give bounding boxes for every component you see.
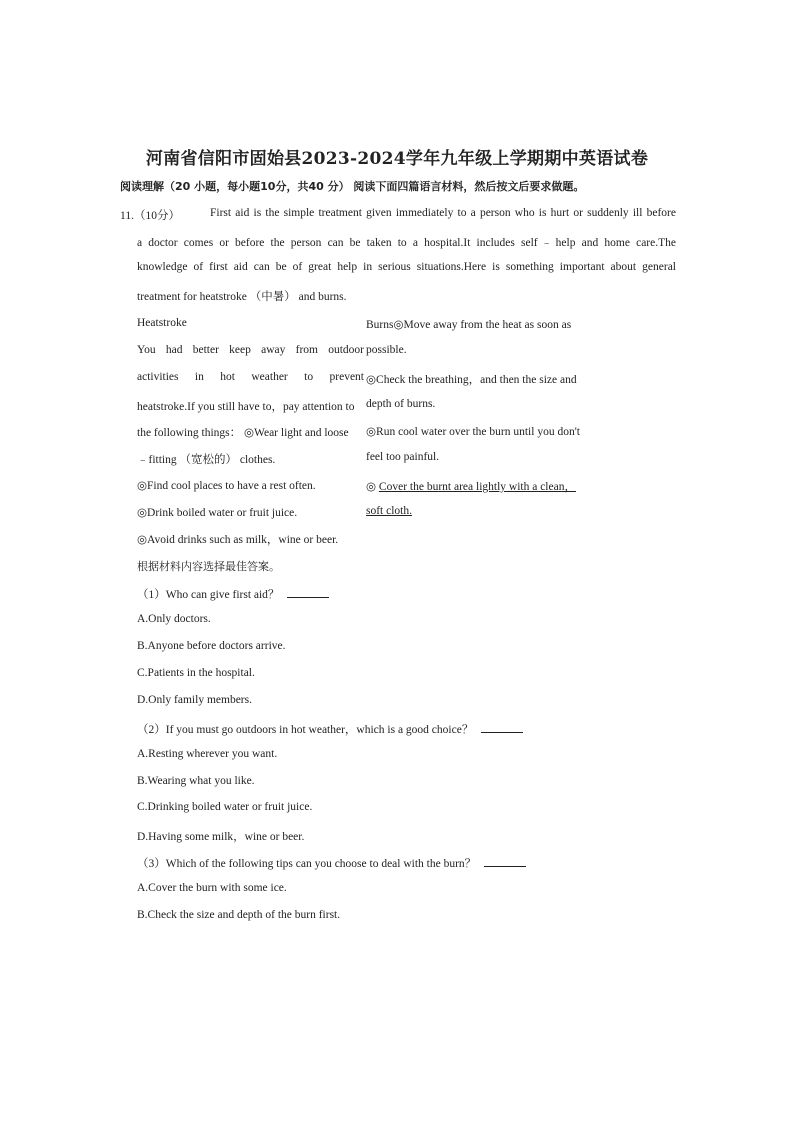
bullet-mark: ◎ xyxy=(366,481,377,493)
passage-line-1: First aid is the simple treatment given immediately to a person who is hurt or suddenly ill before xyxy=(210,207,676,219)
passage-line-2: a doctor comes or before the person can be taken to a hospital.It includes self﹣help and home care.The xyxy=(137,237,676,249)
right-col-line-7 xyxy=(366,478,593,494)
left-col-line-5: the following things： ◎Wear light and loose xyxy=(137,427,349,439)
right-col-line-5: ◎Run cool water over the burn until you don't xyxy=(366,426,580,438)
right-col-line-2: possible. xyxy=(366,344,407,356)
answer-blank-3[interactable] xyxy=(484,856,526,867)
right-col-line-6: feel too painful. xyxy=(366,451,440,463)
question-number: 11.（10分） xyxy=(120,210,180,222)
underlined-tip-line-1: Cover the burnt area lightly with a clean， xyxy=(378,481,576,493)
q2-option-b: B.Wearing what you like. xyxy=(137,775,255,787)
left-col-line-8: ◎Drink boiled water or fruit juice. xyxy=(137,507,298,519)
right-col-line-4: depth of burns. xyxy=(366,398,436,410)
subquestion-2 xyxy=(137,721,523,737)
q3-option-b: B.Check the size and depth of the burn first. xyxy=(137,909,341,921)
left-col-line-7: ◎Find cool places to have a rest often. xyxy=(137,480,316,492)
subquestion-1 xyxy=(137,586,329,602)
q1-option-c: C.Patients in the hospital. xyxy=(137,667,255,679)
instruction-text: 根据材料内容选择最佳答案。 xyxy=(137,560,280,573)
passage-line-4: treatment for heatstroke （中暑） and burns. xyxy=(137,291,347,303)
q2-option-a: A.Resting wherever you want. xyxy=(137,748,278,760)
subquestion-3-stem: （3）Which of the following tips can you choose to deal with the burn？ xyxy=(137,858,477,870)
left-col-line-6: ﹣fitting （宽松的） clothes. xyxy=(137,454,276,466)
left-col-line-1: Heatstroke xyxy=(137,317,187,329)
q1-option-b: B.Anyone before doctors arrive. xyxy=(137,640,286,652)
subquestion-2-stem: （2）If you must go outdoors in hot weather，which is a good choice？ xyxy=(137,724,474,736)
passage-line-3: knowledge of first aid can be of great help in serious situations.Here is something important about general xyxy=(137,261,676,273)
underlined-tip-line-2: soft cloth. xyxy=(366,505,412,517)
left-col-line-2: You had better keep away from outdoor xyxy=(137,344,364,356)
right-col-line-1: Burns◎Move away from the heat as soon as xyxy=(366,319,572,331)
section-heading: 阅读理解（20 小题，每小题10分，共40 分） 阅读下面四篇语言材料，然后按文后要求做题。 xyxy=(120,180,585,193)
q1-option-d: D.Only family members. xyxy=(137,694,252,706)
page-title: 河南省信阳市固始县2023-2024学年九年级上学期期中英语试卷 xyxy=(145,149,649,169)
subquestion-3 xyxy=(137,855,526,871)
q2-option-d: D.Having some milk，wine or beer. xyxy=(137,831,305,843)
answer-blank-2[interactable] xyxy=(481,722,523,733)
right-col-line-3: ◎Check the breathing，and then the size and xyxy=(366,374,577,386)
left-col-line-4: heatstroke.If you still have to，pay attention to xyxy=(137,401,355,413)
q1-option-a: A.Only doctors. xyxy=(137,613,211,625)
left-col-line-9: ◎Avoid drinks such as milk，wine or beer. xyxy=(137,534,339,546)
q2-option-c: C.Drinking boiled water or fruit juice. xyxy=(137,801,313,813)
left-col-line-3: activities in hot weather to prevent xyxy=(137,371,364,383)
subquestion-1-stem: （1）Who can give first aid？ xyxy=(137,589,280,601)
q3-option-a: A.Cover the burn with some ice. xyxy=(137,882,287,894)
answer-blank-1[interactable] xyxy=(287,587,329,598)
